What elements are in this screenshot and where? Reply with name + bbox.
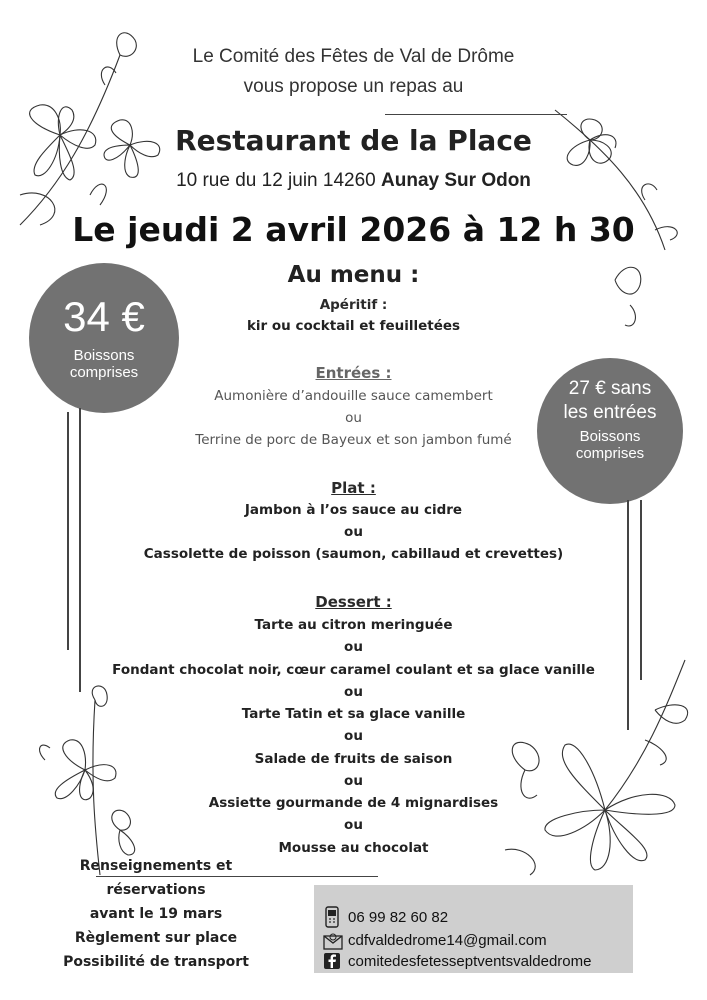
organizer-line: Le Comité des Fêtes de Val de Drôme [192, 46, 515, 67]
address-city: Aunay Sur Odon [381, 170, 531, 191]
restaurant-name: Restaurant de la Place [175, 124, 532, 157]
email-icon [323, 932, 343, 950]
price-alt-line1: 27 € sans [568, 378, 652, 399]
price-main-note-1: Boissons [73, 347, 135, 364]
price-alt-line2: les entrées [563, 402, 657, 423]
price-main-amount: 34 € [63, 293, 145, 340]
dessert-or-3: ou [344, 728, 363, 744]
price-main-note-2: comprises [69, 364, 139, 381]
dessert-title: Dessert : [315, 593, 392, 611]
dessert-or-2: ou [344, 684, 363, 700]
info-line-1: Renseignements et [79, 858, 233, 874]
price-alt-note-1: Boissons [579, 428, 641, 445]
contact-facebook[interactable]: comitedesfetesseptventsvaldedrome [348, 953, 592, 970]
dessert-or-5: ou [344, 817, 363, 833]
dessert-item-3: Tarte Tatin et sa glace vanille [241, 706, 466, 722]
dessert-item-1: Tarte au citron meringuée [254, 617, 453, 633]
entree-item-2: Terrine de porc de Bayeux et son jambon fumé [195, 432, 512, 448]
dessert-or-1: ou [344, 639, 363, 655]
dessert-item-5: Assiette gourmande de 4 mignardises [208, 795, 499, 811]
facebook-icon [323, 952, 341, 970]
dessert-item-6: Mousse au chocolat [278, 840, 429, 856]
phone-icon [323, 906, 341, 928]
dessert-item-4: Salade de fruits de saison [254, 751, 453, 767]
menu-title: Au menu : [287, 262, 420, 288]
contact-phone[interactable]: 06 99 82 60 82 [348, 909, 449, 926]
info-line-3: avant le 19 mars [89, 906, 223, 922]
footer-divider [96, 876, 378, 877]
invitation-line: vous propose un repas au [243, 76, 464, 97]
restaurant-address [0, 170, 707, 192]
plat-title: Plat : [331, 479, 376, 497]
entrees-title: Entrées : [315, 364, 392, 382]
entree-item-1: Aumonière d’andouille sauce camembert [214, 388, 493, 404]
aperitif-item: kir ou cocktail et feuilletées [246, 318, 461, 334]
info-line-5: Possibilité de transport [63, 954, 249, 970]
event-date: Le jeudi 2 avril 2026 à 12 h 30 [72, 210, 635, 249]
info-line-4: Règlement sur place [74, 930, 238, 946]
dessert-item-2: Fondant chocolat noir, cœur caramel coulant et sa glace vanille [112, 662, 595, 678]
info-line-2: réservations [106, 882, 206, 898]
plat-or-1: ou [344, 524, 363, 540]
entree-or-1: ou [345, 410, 362, 426]
aperitif-title: Apéritif : [319, 297, 388, 313]
header-underline [385, 114, 567, 115]
price-alt-note-2: comprises [575, 445, 645, 462]
address-street: 10 rue du 12 juin 14260 [176, 170, 382, 191]
plat-item-1: Jambon à l’os sauce au cidre [244, 502, 463, 518]
contact-email[interactable]: cdfvaldedrome14@gmail.com [348, 932, 547, 949]
dessert-or-4: ou [344, 773, 363, 789]
plat-item-2: Cassolette de poisson (saumon, cabillaud et crevettes) [143, 546, 564, 562]
